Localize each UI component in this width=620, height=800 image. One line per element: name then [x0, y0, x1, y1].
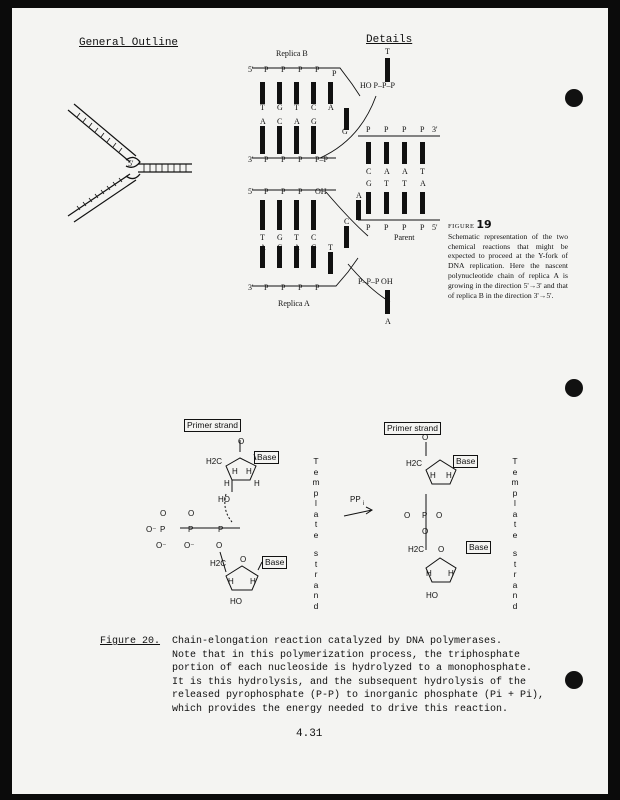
svg-text:G: G [311, 243, 317, 252]
figure-19-caption: FIGURE 19 Schematic representation of the two chemical reactions that might be expected to proceed at the Y-fork of DNA replication. Here the nascent polynucleotide chain of replica A is growing in the direction 5'→3' and that of replica B in the direction 3'→5'. [448, 218, 568, 300]
svg-text:G: G [277, 233, 283, 242]
svg-text:P: P [264, 155, 269, 164]
svg-text:A: A [402, 167, 408, 176]
svg-text:C: C [311, 103, 317, 112]
template-strand-letter: a [512, 508, 518, 519]
svg-text:H: H [254, 479, 260, 488]
svg-text:H: H [426, 569, 432, 578]
svg-text:O: O [238, 437, 245, 446]
svg-text:A: A [385, 317, 391, 326]
template-strand-letter: e [313, 466, 319, 477]
svg-text:HO: HO [218, 495, 230, 504]
binder-hole-bottom [565, 671, 583, 689]
template-strand-letter: a [313, 508, 319, 519]
svg-text:HO P–P–P: HO P–P–P [360, 81, 395, 90]
base-box-4: Base [466, 541, 491, 554]
svg-text:H: H [224, 479, 230, 488]
svg-text:T: T [260, 103, 265, 112]
svg-text:P: P [298, 65, 303, 74]
template-strand-letter: t [513, 558, 517, 569]
svg-text:P: P [298, 187, 303, 196]
svg-text:A: A [294, 243, 300, 252]
replica-a-label: Replica A [278, 299, 310, 308]
svg-text:P: P [384, 223, 389, 232]
svg-text:H2C: H2C [206, 457, 223, 466]
y-fork-outline-diagram [60, 100, 200, 225]
primer-strand-box-left: Primer strand [184, 419, 241, 432]
svg-text:3': 3' [248, 155, 254, 164]
svg-text:C: C [311, 233, 317, 242]
template-strand-letter: e [512, 466, 518, 477]
svg-text:C: C [366, 167, 372, 176]
svg-text:P: P [218, 525, 224, 534]
page-number: 4.31 [296, 728, 323, 740]
svg-text:P: P [264, 187, 269, 196]
svg-text:G: G [342, 127, 348, 136]
svg-text:T: T [328, 243, 333, 252]
template-strand-letter: t [314, 558, 318, 569]
svg-text:HO: HO [426, 591, 438, 600]
svg-text:5': 5' [248, 65, 254, 74]
template-strand-letter: T [313, 456, 319, 466]
template-strand-letter: d [512, 600, 518, 611]
svg-text:A: A [260, 243, 266, 252]
svg-text:A: A [294, 117, 300, 126]
svg-text:P: P [281, 283, 286, 292]
svg-text:O: O [422, 433, 429, 442]
svg-text:P–P: P–P [315, 155, 328, 164]
svg-text:P: P [281, 187, 286, 196]
general-outline-heading: General Outline [79, 37, 179, 49]
svg-text:H2C: H2C [406, 459, 423, 468]
svg-text:O: O [216, 541, 223, 550]
svg-text:O: O [422, 527, 429, 536]
template-strand-letter: m [312, 477, 320, 487]
figure-20-label: Figure 20. [100, 636, 161, 647]
svg-text:T: T [294, 103, 299, 112]
svg-text:P: P [264, 283, 269, 292]
svg-text:P: P [160, 525, 166, 534]
svg-text:O: O [436, 511, 443, 520]
svg-text:O: O [160, 509, 167, 518]
chain-elongation-diagram [140, 430, 530, 610]
svg-text:P: P [422, 511, 428, 520]
svg-text:C: C [277, 117, 283, 126]
svg-text:T: T [420, 167, 425, 176]
svg-text:T: T [385, 47, 390, 56]
svg-text:O⁻: O⁻ [184, 541, 195, 550]
template-strand-letter: m [511, 477, 519, 487]
svg-text:5': 5' [128, 159, 134, 168]
svg-text:H: H [448, 569, 454, 578]
replica-b-label: Replica B [276, 49, 308, 58]
svg-text:T: T [260, 233, 265, 242]
template-strand-letter: l [514, 498, 516, 508]
template-strand-label-right [510, 456, 520, 611]
svg-text:G: G [311, 117, 317, 126]
base-box-1: Base [254, 451, 279, 464]
svg-text:P: P [420, 223, 425, 232]
svg-text:5': 5' [432, 223, 438, 232]
svg-text:P: P [264, 65, 269, 74]
svg-text:P: P [281, 65, 286, 74]
svg-text:P: P [281, 155, 286, 164]
svg-text:HO: HO [230, 597, 242, 606]
svg-text:H: H [446, 471, 452, 480]
svg-text:3': 3' [432, 125, 438, 134]
svg-text:O: O [188, 509, 195, 518]
template-strand-letter: t [513, 519, 517, 529]
binder-hole-middle [565, 379, 583, 397]
svg-text:A: A [356, 191, 362, 200]
svg-text:5': 5' [248, 187, 254, 196]
svg-text:P: P [366, 125, 371, 134]
svg-text:P: P [315, 65, 320, 74]
svg-text:P: P [420, 125, 425, 134]
svg-text:T: T [402, 179, 407, 188]
svg-text:P: P [315, 283, 320, 292]
template-strand-letter: p [313, 487, 319, 498]
svg-text:PP: PP [350, 495, 361, 504]
svg-text:H: H [246, 467, 252, 476]
svg-text:G: G [277, 103, 283, 112]
svg-text:T: T [384, 179, 389, 188]
svg-text:A: A [420, 179, 426, 188]
template-strand-letter: d [313, 600, 319, 611]
svg-text:C: C [277, 243, 283, 252]
parent-label: Parent [394, 233, 415, 242]
svg-text:H: H [250, 577, 256, 586]
binder-hole-top [565, 89, 583, 107]
template-strand-label-left [311, 456, 321, 611]
svg-text:P–P–P OH: P–P–P OH [358, 277, 393, 286]
template-strand-letter: T [512, 456, 518, 466]
template-strand-letter: n [512, 590, 518, 600]
template-strand-letter: r [314, 569, 318, 579]
svg-text:T: T [294, 233, 299, 242]
svg-text:P: P [384, 125, 389, 134]
base-box-2: Base [262, 556, 287, 569]
svg-text:H2C: H2C [408, 545, 425, 554]
primer-strand-box-right: Primer strand [384, 422, 441, 435]
svg-text:OH: OH [315, 187, 327, 196]
svg-text:P: P [402, 125, 407, 134]
svg-text:O⁻: O⁻ [156, 541, 167, 550]
svg-text:O: O [404, 511, 411, 520]
svg-text:P: P [188, 525, 194, 534]
template-strand-letter: a [313, 579, 319, 590]
template-strand-letter: n [313, 590, 319, 600]
details-heading: Details [366, 34, 413, 46]
svg-text:P: P [366, 223, 371, 232]
svg-text:A: A [260, 117, 266, 126]
svg-text:P: P [298, 155, 303, 164]
template-strand-letter: p [512, 487, 518, 498]
svg-text:O⁻: O⁻ [146, 525, 157, 534]
template-strand-letter: e [512, 529, 518, 540]
template-strand-letter: l [315, 498, 317, 508]
template-strand-letter: s [512, 548, 518, 558]
svg-text:i: i [363, 501, 365, 507]
svg-text:P: P [298, 283, 303, 292]
template-strand-letter: a [512, 579, 518, 590]
replication-fork-detail-diagram [240, 40, 455, 360]
svg-text:O: O [240, 555, 247, 564]
svg-text:H: H [232, 467, 238, 476]
template-strand-letter: s [313, 548, 319, 558]
template-strand-letter: e [313, 529, 319, 540]
svg-text:C: C [344, 217, 350, 226]
svg-text:H: H [228, 577, 234, 586]
svg-text:H: H [430, 471, 436, 480]
svg-text:P: P [332, 69, 337, 78]
svg-text:A: A [328, 103, 334, 112]
svg-text:G: G [366, 179, 372, 188]
svg-text:H2C: H2C [210, 559, 227, 568]
base-box-3: Base [453, 455, 478, 468]
svg-text:O: O [438, 545, 445, 554]
svg-text:A: A [384, 167, 390, 176]
svg-text:P: P [402, 223, 407, 232]
svg-text:3': 3' [248, 283, 254, 292]
template-strand-letter: r [513, 569, 517, 579]
template-strand-letter: t [314, 519, 318, 529]
